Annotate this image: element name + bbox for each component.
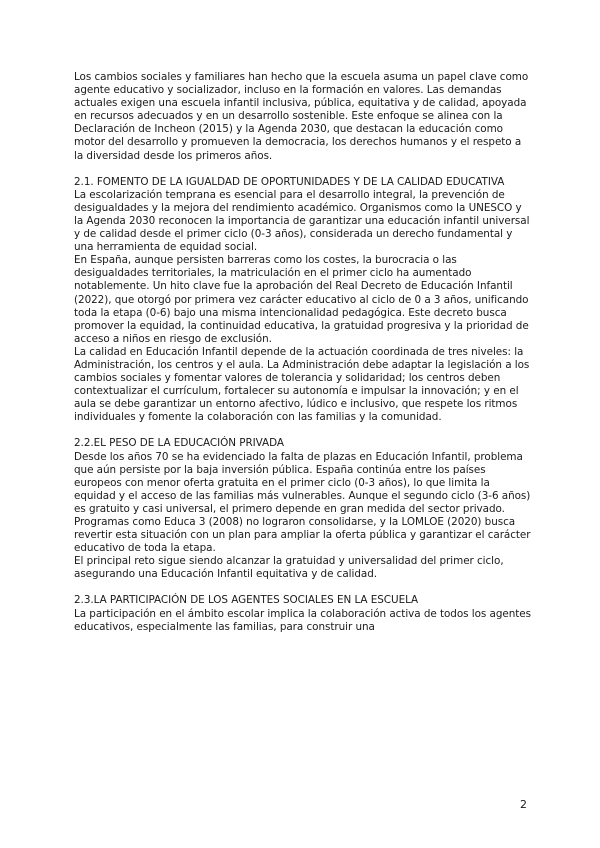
intro-paragraph: Los cambios sociales y familiares han hecho que la escuela asuma un papel clave como agente educativo y socializador, incluso en la formación en valores. Las demandas actuales exigen una escuela infantil inclusiva, pública, equitativa y de calidad, apoyada en recursos adecuados y en un desarrollo sostenible. Este enfoque se alinea con la Declaración de Incheon (2015) y la Agenda 2030, que destacan la educación como motor del desarrollo y promueven la democracia, los derechos humanos y el respeto a la diversidad desde los primeros años. — [74, 71, 529, 162]
section-2-paragraph-1: Desde los años 70 se ha evidenciado la falta de plazas en Educación Infantil, problema que aún persiste por la baja inversión pública. España continúa entre los países europeos con menor oferta gratuita en el primer ciclo (0-3 años), lo que limita la equidad y el acceso de las familias más vulnerables. Aunque el segundo ciclo (3-6 años) es gratuito y casi universal, el primero depende en gran medida del sector privado. Programas como Educa 3 (2008) no lograron consolidarse, y la LOMLOE (2020) busca revertir esta situación con un plan para ampliar la oferta pública y garantizar el carácter educativo de toda la etapa. — [74, 450, 531, 555]
section-2-heading: 2.2.EL PESO DE LA EDUCACIÓN PRIVADA — [74, 437, 284, 450]
section-3-paragraph-1: La participación en el ámbito escolar implica la colaboración activa de todos los agentes educativos, especialmente las familias, para construir una — [74, 607, 532, 633]
page-number: 2 — [520, 798, 527, 811]
section-1-paragraph-1: La escolarización temprana es esencial para el desarrollo integral, la prevención de desigualdades y la mejora del rendimiento académico. Organismos como la UNESCO y la Agenda 2030 reconocen la importancia de garantizar una educación infantil universal y de calidad desde el primer ciclo (0-3 años), considerada un derecho fundamental y una herramienta de equidad social. — [74, 188, 530, 254]
section-2-paragraph-2: El principal reto sigue siendo alcanzar la gratuidad y universalidad del primer ciclo, asegurando una Educación Infantil equitativa y de calidad. — [74, 555, 504, 581]
section-1-heading: 2.1. FOMENTO DE LA IGUALDAD DE OPORTUNIDADES Y DE LA CALIDAD EDUCATIVA — [74, 175, 505, 188]
spacer — [74, 424, 532, 437]
section-1-paragraph-3: La calidad en Educación Infantil depende de la actuación coordinada de tres niveles: la Administración, los centros y el aula. La Administración debe adaptar la legislación a los cambios sociales y fomentar valores de tolerancia y solidaridad; los centros deben contextualizar el currículum, fortalecer su autonomía e impulsar la innovación; y en el aula se debe garantizar un entorno afectivo, lúdico e inclusivo, que respete los ritmos individuales y fomente la colaboración con las familias y la comunidad. — [74, 345, 530, 424]
spacer — [74, 581, 532, 594]
section-1-paragraph-2: En España, aunque persisten barreras como los costes, la burocracia o las desigualdades territoriales, la matriculación en el primer ciclo ha aumentado notablemente. Un hito clave fue la aprobación del Real Decreto de Educación Infantil (2022), que otorgó por primera vez carácter educativo al ciclo de 0 a 3 años, unificando toda la etapa (0-6) bajo una misma intencionalidad pedagógica. Este decreto busca promover la equidad, la continuidad educativa, la gratuidad progresiva y la prioridad de acceso a niños en riesgo de exclusión. — [74, 254, 529, 345]
section-3-heading: 2.3.LA PARTICIPACIÓN DE LOS AGENTES SOCIALES EN LA ESCUELA — [74, 594, 419, 607]
spacer — [74, 163, 532, 176]
